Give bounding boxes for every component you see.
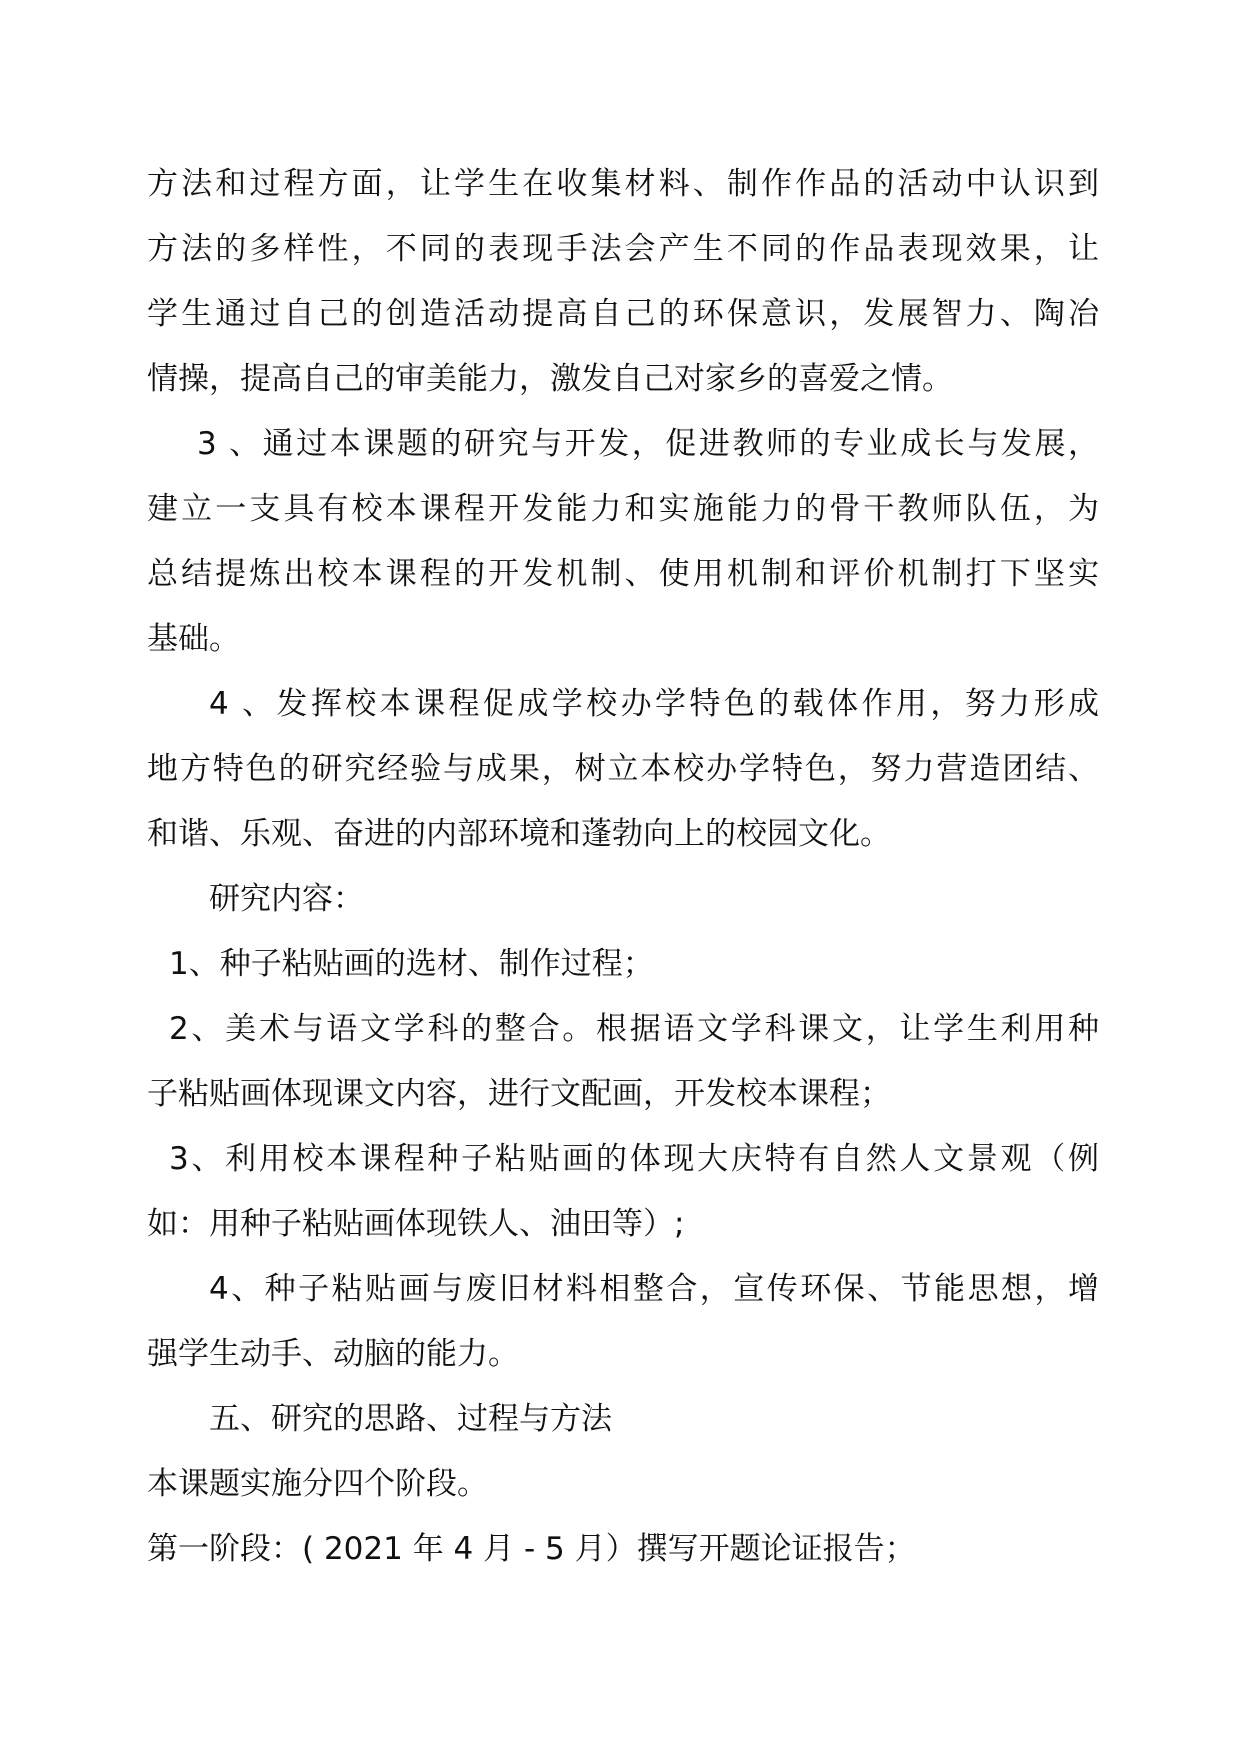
text-line: 3、利用校本课程种子粘贴画的体现大庆特有自然人文景观（例: [169, 1141, 1099, 1177]
text-line: 2、美术与语文学科的整合。根据语文学科课文，让学生利用种: [169, 1011, 1099, 1047]
text-line: 基础。: [147, 621, 240, 657]
text-line: 第一阶段：( 2021 年 4 月 - 5 月）撰写开题论证报告；: [147, 1531, 916, 1567]
text-line: 情操，提高自己的审美能力，激发自己对家乡的喜爱之情。: [147, 361, 953, 397]
text-line: 1、种子粘贴画的选材、制作过程；: [169, 946, 654, 982]
text-line: 4、种子粘贴画与废旧材料相整合，宣传环保、节能思想，增: [209, 1271, 1099, 1307]
text-line: 和谐、乐观、奋进的内部环境和蓬勃向上的校园文化。: [147, 816, 891, 852]
text-line: 方法的多样性，不同的表现手法会产生不同的作品表现效果，让: [147, 231, 1099, 267]
text-line: 如：用种子粘贴画体现铁人、油田等）;: [147, 1206, 685, 1242]
text-line: 方法和过程方面，让学生在收集材料、制作作品的活动中认识到: [147, 166, 1099, 202]
text-line: 研究内容：: [209, 881, 364, 917]
text-line: 3 、通过本课题的研究与开发，促进教师的专业成长与发展，: [197, 426, 1099, 462]
text-line: 五、研究的思路、过程与方法: [209, 1401, 612, 1437]
text-line: 强学生动手、动脑的能力。: [147, 1336, 519, 1372]
text-line: 地方特色的研究经验与成果，树立本校办学特色，努力营造团结、: [147, 751, 1099, 787]
text-line: 4 、发挥校本课程促成学校办学特色的载体作用，努力形成: [209, 686, 1099, 722]
text-line: 总结提炼出校本课程的开发机制、使用机制和评价机制打下坚实: [147, 556, 1099, 592]
body-text: [147, 152, 1099, 1582]
text-line: 本课题实施分四个阶段。: [147, 1466, 488, 1502]
text-line: 子粘贴画体现课文内容，进行文配画，开发校本课程；: [147, 1076, 891, 1112]
text-line: 学生通过自己的创造活动提高自己的环保意识，发展智力、陶冶: [147, 296, 1099, 332]
text-line: 建立一支具有校本课程开发能力和实施能力的骨干教师队伍，为: [147, 491, 1099, 527]
